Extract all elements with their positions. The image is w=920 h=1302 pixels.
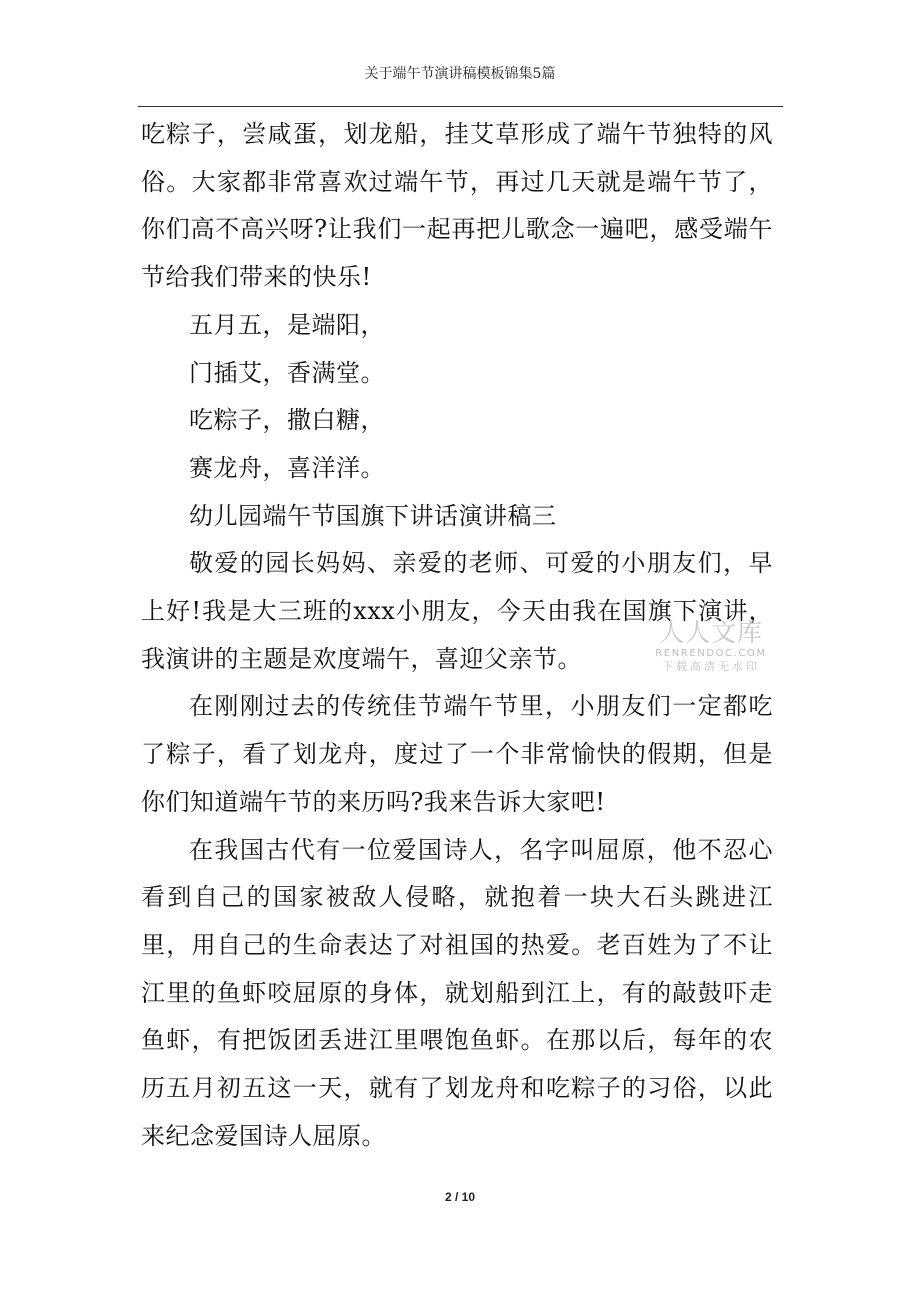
- watermark-subtitle: 下载高清无水印: [662, 660, 760, 673]
- watermark-logo: [646, 618, 776, 674]
- verse-line: 赛龙舟，喜洋洋。: [189, 453, 385, 482]
- verse-line: 吃粽子，撒白糖，: [189, 406, 385, 435]
- paragraph: 吃粽子，尝咸蛋，划龙船，挂艾草形成了端午节独特的风俗。大家都非常喜欢过端午节，再过几天就是端午节了，你们高不高兴呀?让我们一起再把儿歌念一遍吧，感受端午节给我们带来的快乐!: [141, 120, 773, 292]
- paragraph: 敬爱的园长妈妈、亲爱的老师、可爱的小朋友们，早上好!我是大三班的xxx小朋友，今天由我在国旗下演讲，我演讲的主题是欢度端午，喜迎父亲节。: [141, 549, 773, 673]
- watermark-domain: RENRENDOC.COM: [655, 648, 767, 659]
- page-header: 关于端午节演讲稿模板锦集5篇: [364, 66, 556, 82]
- page-number: 2 / 10: [444, 1190, 476, 1204]
- paragraph: 在我国古代有一位爱国诗人，名字叫屈原，他不忍心看到自己的国家被敌人侵略，就抱着一块大石头跳进江里，用自己的生命表达了对祖国的热爱。老百姓为了不让江里的鱼虾咬屈原的身体，就划船到江上，有的敲鼓吓走鱼虾，有把饭团丢进江里喂饱鱼虾。在那以后，每年的农历五月初五这一天，就有了划龙舟和吃粽子的习俗，以此来纪念爱国诗人屈原。: [141, 835, 773, 1150]
- verse-line: 五月五，是端阳，: [189, 310, 385, 339]
- verse-line: 门插艾，香满堂。: [189, 358, 385, 387]
- watermark-title: 人人文库: [658, 618, 763, 647]
- paragraph: 在刚刚过去的传统佳节端午节里，小朋友们一定都吃了粽子，看了划龙舟，度过了一个非常愉快的假期，但是你们知道端午节的来历吗?我来告诉大家吧!: [141, 692, 773, 816]
- header-divider: [138, 106, 783, 107]
- section-heading: 幼儿园端午节国旗下讲话演讲稿三: [189, 501, 557, 530]
